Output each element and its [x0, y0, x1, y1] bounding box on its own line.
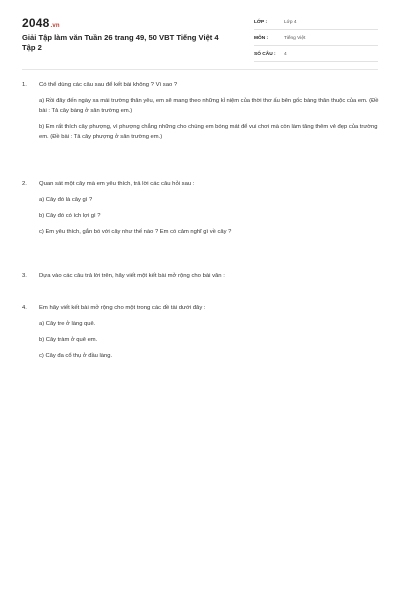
question-text: Có thể dùng các câu sau để kết bài không ? Vì sao ? [39, 82, 178, 88]
logo-suffix: .vn [50, 23, 60, 29]
logo-number: 2048 [22, 16, 50, 30]
question-item [22, 272, 380, 304]
question-number: 3. [22, 273, 27, 279]
sub-question: a) Cây tre ở làng quê. [39, 321, 96, 327]
sub-question: c) Em yêu thích, gắn bó với cây như thế nào ? Em có cảm nghĩ gì về cây ? [39, 229, 232, 235]
document-title: Giải Tập làm văn Tuần 26 trang 49, 50 VBT Tiếng Việt 4 Tập 2 [22, 33, 219, 52]
question-item [22, 180, 380, 272]
meta-label: LỚP : [254, 20, 268, 25]
question-number: 1. [22, 82, 27, 88]
meta-row-subject [254, 32, 378, 46]
meta-value: Tiếng Việt [284, 36, 306, 41]
sub-question: b) Cây tràm ở quê em. [39, 337, 98, 343]
site-logo[interactable] [22, 16, 60, 30]
meta-row-class [254, 16, 378, 30]
meta-value: 4 [284, 52, 287, 57]
meta-label: SỐ CÂU : [254, 52, 276, 57]
meta-panel [254, 16, 378, 64]
question-number: 4. [22, 305, 27, 311]
question-text: Dựa vào các câu trả lời trên, hãy viết một kết bài mở rộng cho bài văn : [39, 273, 225, 279]
question-item [22, 81, 380, 180]
meta-row-question-count [254, 48, 378, 62]
sub-question: a) Cây đó là cây gì ? [39, 197, 93, 203]
header-divider [22, 69, 378, 70]
question-text: Em hãy viết kết bài mở rộng cho một trong các đề tài dưới đây : [39, 305, 206, 311]
meta-label: MÔN : [254, 36, 269, 41]
question-text: Quan sát một cây mà em yêu thích, trả lời các câu hỏi sau : [39, 181, 195, 187]
sub-question: b) Em rất thích cây phượng, vì phượng chẳng những cho chúng em bóng mát để vui chơi mà còn làm tăng thêm vẻ đẹp của trường em. (Đề bài : Tả cây phượng ở sân trường em.) [39, 124, 378, 140]
question-list [22, 81, 380, 367]
question-item [22, 304, 380, 361]
sub-question: c) Cây đa cổ thụ ở đầu làng. [39, 353, 113, 359]
sub-question: a) Rồi đây đến ngày xa mái trường thân yêu, em sẽ mang theo những kỉ niệm của thời thơ ấu bên gốc bàng thân thuộc của em. (Đề bài : Tả cây bàng ở sân trường em.) [39, 98, 379, 114]
sub-question: b) Cây đó có ích lợi gì ? [39, 213, 101, 219]
question-number: 2. [22, 181, 27, 187]
meta-value: Lớp 4 [284, 20, 297, 25]
